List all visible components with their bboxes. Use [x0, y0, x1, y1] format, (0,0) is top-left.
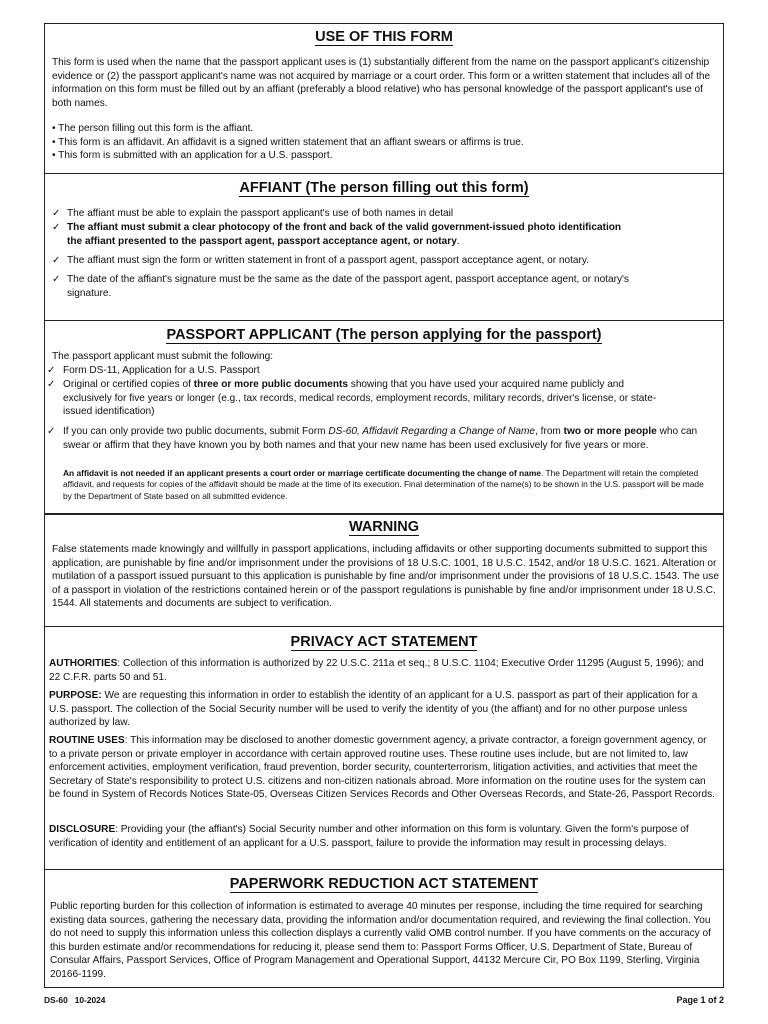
form-number: DS-60 10-2024 — [44, 995, 106, 1005]
use-of-form-section — [45, 24, 723, 174]
warning-section — [45, 514, 723, 627]
routine-uses-text: ROUTINE USES: This information may be disclosed to another domestic government agency, a private contractor, a foreign government agency, or to a private person or private employer in accordance with certain approved routine uses. These routine uses include, but are not limited to, law enforcement activities, employment verification, fraud prevention, border security, counterterrorism, litigation activities, and activities that meet the Secretary of State's responsibility to protect U.S. citizens and non-citizen nationals abroad. More information on the routine uses for the system can be found in System of Records Notices State-05, Overseas Citizen Services Records and Other Overseas Records, and State-26, Passport Records. — [49, 735, 715, 801]
section-heading: PASSPORT APPLICANT (The person applying for the passport) — [166, 327, 602, 343]
passport-applicant-section — [45, 321, 723, 514]
list-item: • The person filling out this form is the affiant. — [52, 123, 254, 134]
list-item: Form DS-11, Application for a U.S. Passport — [63, 365, 260, 376]
list-item: The affiant must submit a clear photocopy of the front and back of the valid government-issued photo identification the affiant presented to the passport agent, passport acceptance agent, or notary. — [67, 222, 622, 247]
check-icon: ✓ — [52, 274, 61, 285]
check-icon: ✓ — [47, 426, 56, 437]
authorities-text: AUTHORITIES: Collection of this information is authorized by 22 U.S.C. 211a et seq.; 8 U.S.C. 1104; Executive Order 11295 (August 5, 1996); and 22 C.F.R. parts 50 and 51. — [49, 658, 704, 683]
disclosure-text: DISCLOSURE: Providing your (the affiant's) Social Security number and other information on this form is voluntary. Given the form's purpose of verification of identity and entitlement of an applicant for a U.S. passport, failure to provide the information may result in processing delays. — [49, 824, 689, 849]
list-item: If you can only provide two public documents, submit Form DS-60, Affidavit Regarding a Change of Name, from two or more people who can swear or affirm that they have known you by both names and that your new name has been used exclusively for five years or more. — [63, 426, 698, 451]
check-icon: ✓ — [47, 379, 56, 390]
intro-text: The passport applicant must submit the following: — [52, 351, 274, 362]
paperwork-text: Public reporting burden for this collection of information is estimated to average 40 minutes per response, including the time required for searching existing data sources, gathering the necessary data, providing the information and/or documentation required, and reviewing the final collection. You do not need to supply this information unless this collection displays a currently valid OMB control number. If you have comments on the accuracy of this burden estimate and/or recommendations for reducing it, please send them to: Passport Forms Officer, U.S. Department of State, Bureau of Consular Affairs, Passport Services, Office of Program Management and Operational Support, 44132 Mercure Cir, PO Box 1199, Sterling, Virginia 20166-1199. — [50, 901, 711, 980]
paperwork-reduction-section — [45, 870, 723, 989]
note-text: An affidavit is not needed if an applicant presents a court order or marriage certificate documenting the change of name. The Department will retain the completed affidavit, and requests for copies of the affidavit should be made at the time of its execution. Final determination of the name(s) to be shown in the U.S. passport will be made by the Department of State based on all submitted evidence. — [63, 468, 704, 501]
page-number: Page 1 of 2 — [676, 995, 724, 1005]
section-heading: AFFIANT (The person filling out this form) — [239, 180, 529, 196]
list-item: The affiant must be able to explain the passport applicant's use of both names in detail — [67, 208, 454, 219]
check-icon: ✓ — [52, 255, 61, 266]
bullet-icon: • — [52, 150, 56, 162]
bullet-icon: • — [52, 123, 56, 134]
section-heading: PAPERWORK REDUCTION ACT STATEMENT — [229, 876, 539, 892]
bullet-icon: • — [52, 136, 56, 148]
list-item: • This form is submitted with an application for a U.S. passport. — [52, 150, 333, 162]
intro-text: This form is used when the name that the passport applicant uses is (1) substantially different from the name on the passport applicant's citizenship evidence or (2) the passport applicant's name was not acquired by marriage or a court order. This form or a written statement that includes all of the information on this form must be filled out by an affiant (preferably a blood relative) who has personal knowledge of the passport applicant's use of both names. — [52, 57, 711, 109]
affiant-section — [45, 174, 723, 321]
list-item: The affiant must sign the form or written statement in front of a passport agent, passport acceptance agent, or notary. — [67, 255, 589, 266]
list-item: • This form is an affidavit. An affidavit is a signed written statement that an affiant swears or affirms is true. — [52, 136, 524, 148]
section-heading: USE OF THIS FORM — [315, 29, 453, 45]
check-icon: ✓ — [47, 365, 56, 376]
privacy-act-section — [45, 627, 723, 870]
check-icon: ✓ — [52, 208, 61, 219]
form-page — [44, 23, 724, 988]
list-item: The date of the affiant's signature must be the same as the date of the passport agent, passport acceptance agent, or notary's signature. — [67, 274, 629, 299]
check-icon: ✓ — [52, 222, 61, 233]
section-heading: PRIVACY ACT STATEMENT — [290, 634, 478, 650]
warning-text: False statements made knowingly and willfully in passport applications, including affidavits or other supporting documents submitted to support this application, are punishable by fine and/or imprisonment under the provisions of 18 U.S.C. 1001, 18 U.S.C. 1542, and/or 18 U.S.C. 1621. Alteration or mutilation of a passport issued pursuant to this application is punishable by fine and/or imprisonment under the provisions of 18 U.S.C. 1543. The use of a passport in violation of the restrictions contained herein or of the passport regulations is punishable by fine and/or imprisonment under 18 U.S.C. 1544. All statements and documents are subject to verification. — [52, 544, 719, 610]
section-heading: WARNING — [348, 519, 420, 535]
list-item: Original or certified copies of three or more public documents showing that you have used your acquired name publicly and exclusively for five years or longer (e.g., tax records, medical records, employment records, military records, driver's license, or state-issued identification) — [63, 379, 657, 418]
purpose-text: PURPOSE: We are requesting this information in order to establish the identity of an applicant for a U.S. passport as part of their application for a U.S. passport. The collection of the Social Security number will be used to verify the identity of you (the affiant) and for no other purpose unless authorized by law. — [49, 690, 698, 729]
